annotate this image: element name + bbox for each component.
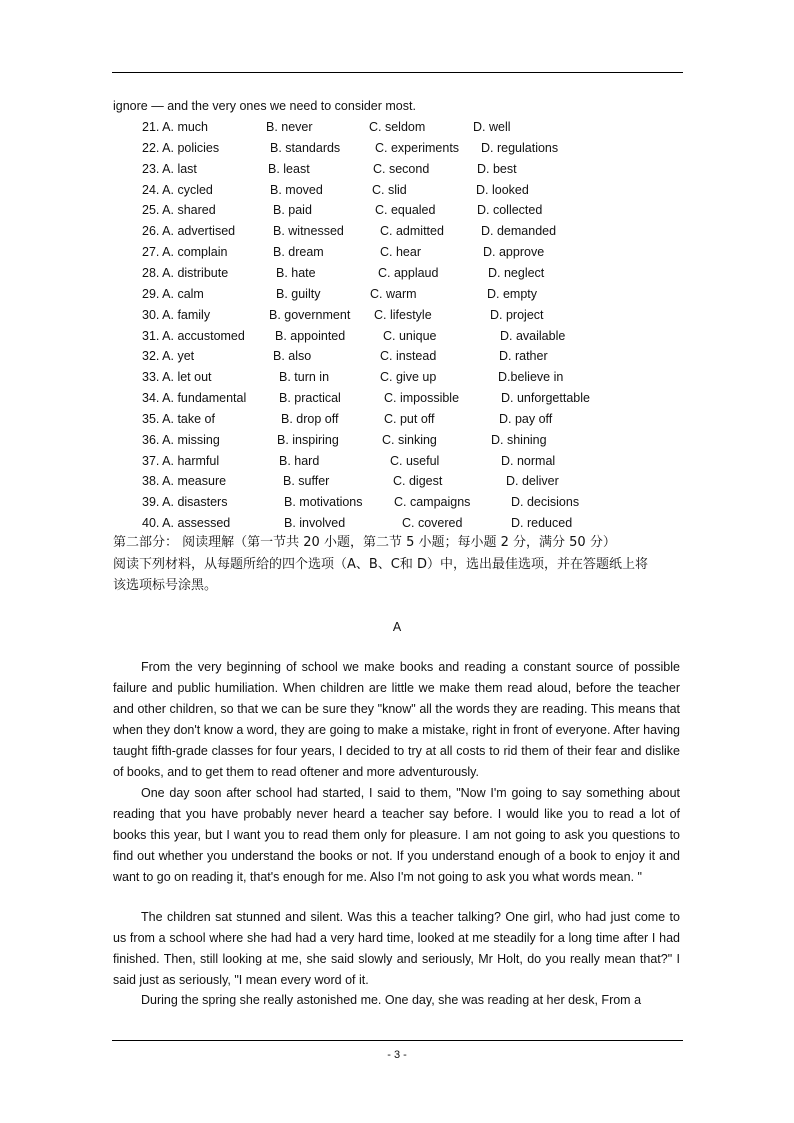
question-option-d: D. rather bbox=[499, 349, 548, 364]
question-option-b: B. hate bbox=[276, 265, 316, 280]
page-number: - 3 - bbox=[387, 1049, 407, 1061]
question-option-c: C. sinking bbox=[382, 432, 437, 447]
question-number-option-a: 35. A. take of bbox=[142, 411, 215, 426]
passage-label: A bbox=[392, 620, 402, 634]
question-number-option-a: 32. A. yet bbox=[142, 349, 195, 364]
question-option-b: B. turn in bbox=[279, 370, 330, 385]
question-number-option-a: 38. A. measure bbox=[142, 474, 227, 489]
question-option-d: D. demanded bbox=[481, 224, 557, 239]
question-option-d: D. empty bbox=[487, 286, 538, 301]
question-number-option-a: 24. A. cycled bbox=[142, 182, 213, 197]
question-option-b: B. paid bbox=[273, 203, 312, 218]
paragraph-3: The children sat stunned and silent. Was this a teacher talking? One girl, who had just come to us from a school where she had had a very hard time, looked at me steadily for a long time after I had finished. Then, still looking at me, she said slowly and seriously, Mr Holt, do you really mean that?" I said just as seriously, "I mean every word of it. bbox=[113, 910, 680, 987]
question-option-c: C. useful bbox=[390, 453, 440, 468]
question-option-b: B. moved bbox=[270, 182, 323, 197]
question-option-c: C. covered bbox=[402, 516, 463, 531]
question-option-d: D. available bbox=[500, 328, 566, 343]
question-option-b: B. also bbox=[273, 349, 312, 364]
section-heading: 第二部分： 阅读理解（第一节共 20 小题，第二节 5 小题；每小题 2 分，满分 50 分） bbox=[113, 535, 616, 550]
question-option-b: B. motivations bbox=[284, 495, 363, 510]
question-option-d: D. approve bbox=[483, 245, 545, 260]
question-option-b: B. involved bbox=[284, 516, 346, 531]
question-option-b: B. least bbox=[268, 161, 310, 176]
question-option-c: C. warm bbox=[370, 286, 417, 301]
header-rule bbox=[112, 72, 683, 73]
question-number-option-a: 29. A. calm bbox=[142, 286, 204, 301]
question-number-option-a: 27. A. complain bbox=[142, 245, 228, 260]
question-number-option-a: 30. A. family bbox=[142, 307, 211, 322]
question-number-option-a: 40. A. assessed bbox=[142, 516, 231, 531]
question-number-option-a: 22. A. policies bbox=[142, 140, 220, 155]
intro-fragment: ignore — and the very ones we need to consider most. bbox=[113, 99, 416, 113]
question-option-c: C. unique bbox=[383, 328, 437, 343]
question-option-c: C. instead bbox=[380, 349, 437, 364]
paragraph-2: One day soon after school had started, I said to them, "Now I'm going to say something about reading that you have probably never heard a teacher say before. I would like you to read a lot of books this year, but I want you to read them only for pleasure. I am not going to ask you questions to find out whether you understand the books or not. If you understand enough of a book to enjoy it and want to go on reading it, that's enough for me. Also I'm not going to ask you what words mean. " bbox=[113, 786, 680, 884]
question-option-d: D. reduced bbox=[511, 516, 573, 531]
question-option-d: D. looked bbox=[476, 182, 529, 197]
question-option-d: D. regulations bbox=[481, 140, 559, 155]
question-option-d: D. decisions bbox=[511, 495, 580, 510]
question-option-d: D.believe in bbox=[498, 370, 564, 385]
question-number-option-a: 34. A. fundamental bbox=[142, 391, 247, 406]
question-option-c: C. digest bbox=[393, 474, 443, 489]
question-option-d: D. normal bbox=[501, 453, 556, 468]
question-option-c: C. equaled bbox=[375, 203, 436, 218]
question-option-b: B. never bbox=[266, 120, 313, 134]
question-option-b: B. appointed bbox=[275, 328, 346, 343]
question-option-c: C. applaud bbox=[378, 265, 439, 280]
question-number-option-a: 33. A. let out bbox=[142, 370, 212, 385]
instruction-line-2: 该选项标号涂黑。 bbox=[113, 578, 218, 593]
question-option-c: C. put off bbox=[384, 411, 435, 426]
paragraph-1: From the very beginning of school we make books and reading a constant source of possible failure and public humiliation. When children are little we make them read aloud, before the teacher and other children, so that we can be sure they "know" all the words they are reading. This means that when they don't know a word, they are going to make a mistake, right in front of everyone. After having taught fifth-grade classes for four years, I decided to try at all costs to rid them of their fear and dislike of books, and to get them to read oftener and more adventurously. bbox=[113, 660, 680, 779]
question-option-c: C. campaigns bbox=[394, 495, 471, 510]
question-number-option-a: 37. A. harmful bbox=[142, 453, 220, 468]
footer-rule bbox=[112, 1040, 683, 1041]
question-option-c: C. give up bbox=[380, 370, 437, 385]
question-option-d: D. best bbox=[477, 161, 517, 176]
question-option-c: C. lifestyle bbox=[374, 307, 432, 322]
question-option-b: B. guilty bbox=[276, 286, 321, 301]
paragraph-4: During the spring she really astonished me. One day, she was reading at her desk, From a bbox=[141, 993, 642, 1007]
question-option-d: D. deliver bbox=[506, 474, 559, 489]
question-option-b: B. inspiring bbox=[277, 432, 339, 447]
question-option-c: C. experiments bbox=[375, 140, 460, 155]
question-option-c: C. seldom bbox=[369, 120, 426, 134]
question-option-c: C. slid bbox=[372, 182, 407, 197]
question-option-c: C. admitted bbox=[380, 224, 444, 239]
question-option-b: B. drop off bbox=[281, 411, 339, 426]
question-option-b: B. hard bbox=[279, 453, 320, 468]
question-option-d: D. collected bbox=[477, 203, 543, 218]
question-number-option-a: 23. A. last bbox=[142, 161, 197, 176]
question-number-option-a: 28. A. distribute bbox=[142, 265, 229, 280]
question-option-b: B. government bbox=[269, 307, 351, 322]
question-option-d: D. unforgettable bbox=[501, 391, 590, 406]
instruction-line-1: 阅读下列材料，从每题所给的四个选项（A、B、C和 D）中，选出最佳选项，并在答题纸上将 bbox=[113, 557, 649, 572]
question-option-b: B. practical bbox=[279, 391, 341, 406]
question-number-option-a: 36. A. missing bbox=[142, 432, 220, 447]
question-option-b: B. standards bbox=[270, 140, 341, 155]
question-number-option-a: 21. A. much bbox=[142, 120, 209, 134]
question-option-c: C. hear bbox=[380, 245, 421, 260]
question-option-d: D. project bbox=[490, 307, 544, 322]
question-number-option-a: 31. A. accustomed bbox=[142, 328, 245, 343]
question-number-option-a: 39. A. disasters bbox=[142, 495, 228, 510]
question-option-b: B. witnessed bbox=[273, 224, 344, 239]
question-option-b: B. suffer bbox=[283, 474, 330, 489]
question-option-b: B. dream bbox=[273, 245, 324, 260]
question-option-d: D. neglect bbox=[488, 265, 545, 280]
question-option-d: D. pay off bbox=[499, 411, 553, 426]
question-option-d: D. shining bbox=[491, 432, 547, 447]
question-number-option-a: 25. A. shared bbox=[142, 203, 216, 218]
question-option-d: D. well bbox=[473, 120, 511, 134]
question-option-c: C. second bbox=[373, 161, 430, 176]
question-option-c: C. impossible bbox=[384, 391, 460, 406]
question-number-option-a: 26. A. advertised bbox=[142, 224, 236, 239]
